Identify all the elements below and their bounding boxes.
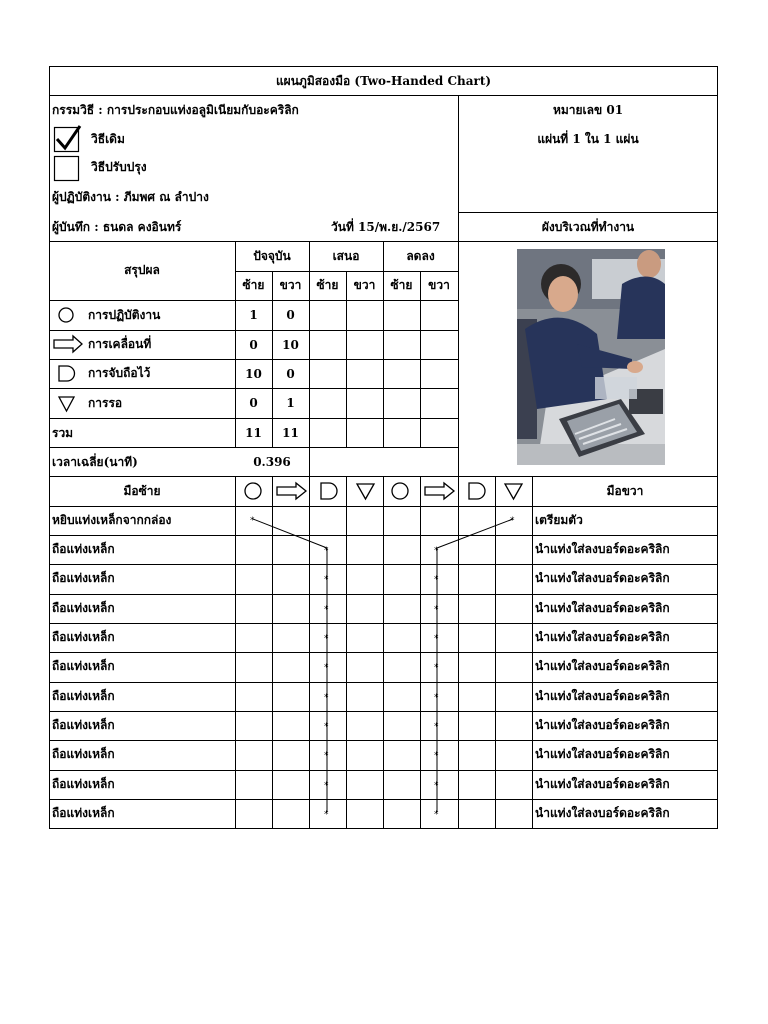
summary-row-label: การจับถือไว้: [88, 366, 151, 380]
method-new-checkbox[interactable]: [55, 157, 79, 181]
summary-label: สรุปผล: [124, 263, 160, 277]
group-current: ปัจจุบัน: [253, 249, 291, 263]
right-hand-step: นำแท่งใส่ลงบอร์ดอะคริลิก: [535, 571, 670, 585]
right-flow-mark: *: [434, 605, 439, 615]
left-hand-step: ถือแท่งเหล็ก: [52, 777, 115, 791]
left-transport-arrow-icon: [277, 483, 306, 499]
left-hand-flow-line: [253, 519, 327, 812]
left-flow-mark: *: [324, 575, 329, 585]
current-left-head: ซ้าย: [242, 278, 265, 292]
left-hand-step: ถือแท่งเหล็ก: [52, 601, 115, 615]
right-hand-step: นำแท่งใส่ลงบอร์ดอะคริลิก: [535, 689, 670, 703]
proposed-right-head: ขวา: [353, 278, 376, 292]
right-hand-header: มือขวา: [606, 484, 644, 498]
method-old-label: วิธีเดิม: [91, 132, 125, 146]
workplace-photo: [517, 249, 665, 465]
summary-cell: 10: [245, 367, 262, 381]
avg-time-value: 0.396: [253, 455, 291, 469]
chart-number: หมายเลข 01: [552, 103, 624, 117]
right-flow-mark: *: [434, 722, 439, 732]
right-hand-step: นำแท่งใส่ลงบอร์ดอะคริลิก: [535, 777, 670, 791]
right-flow-mark: *: [434, 810, 439, 820]
total-right: 11: [282, 426, 299, 440]
transport-arrow-icon: [54, 336, 82, 352]
method-new-label: วิธีปรับปรุง: [91, 160, 147, 174]
left-hand-step: ถือแท่งเหล็ก: [52, 542, 115, 556]
workplace-label: ผังบริเวณที่ทำงาน: [541, 220, 635, 234]
right-hold-d-icon: [469, 483, 485, 499]
summary-cell: 0: [286, 308, 295, 322]
left-hand-step: ถือแท่งเหล็ก: [52, 747, 115, 761]
right-hand-step: นำแท่งใส่ลงบอร์ดอะคริลิก: [535, 747, 670, 761]
summary-cell: 1: [286, 396, 295, 410]
left-flow-mark: *: [324, 781, 329, 791]
reduced-right-head: ขวา: [428, 278, 450, 292]
group-proposed: เสนอ: [332, 249, 360, 263]
left-flow-mark: *: [324, 722, 329, 732]
hold-d-icon: [59, 366, 75, 381]
summary-cell: 1: [249, 308, 258, 322]
left-flow-mark: *: [324, 605, 329, 615]
group-reduced: ลดลง: [406, 249, 435, 263]
summary-cell: 0: [249, 396, 258, 410]
right-flow-mark: *: [434, 575, 439, 585]
left-hand-step: ถือแท่งเหล็ก: [52, 718, 115, 732]
left-hand-step: ถือแท่งเหล็ก: [52, 630, 115, 644]
left-flow-mark: *: [324, 810, 329, 820]
left-hold-d-icon: [321, 483, 337, 499]
left-flow-mark: *: [324, 634, 329, 644]
right-hand-step: นำแท่งใส่ลงบอร์ดอะคริลิก: [535, 542, 670, 556]
left-flow-mark: *: [324, 546, 329, 556]
left-hand-step: หยิบแท่งเหล็กจากกล่อง: [52, 513, 172, 527]
summary-cell: 0: [249, 338, 258, 352]
summary-row-label: การเคลื่อนที่: [88, 337, 152, 351]
right-hand-step: นำแท่งใส่ลงบอร์ดอะคริลิก: [535, 718, 670, 732]
left-flow-mark: *: [324, 663, 329, 673]
current-right-head: ขวา: [279, 278, 302, 292]
summary-cell: 10: [282, 338, 299, 352]
right-flow-mark: *: [434, 751, 439, 761]
svg-text:*: *: [510, 516, 515, 526]
right-hand-step: นำแท่งใส่ลงบอร์ดอะคริลิก: [535, 806, 670, 820]
right-flow-mark: *: [434, 546, 439, 556]
left-flow-mark: *: [324, 751, 329, 761]
operation-circle-icon: [59, 308, 73, 322]
total-label: รวม: [52, 426, 74, 440]
right-hand-step: นำแท่งใส่ลงบอร์ดอะคริลิก: [535, 630, 670, 644]
recorder-label: ผู้บันทึก : ธนดล คงอินทร์: [52, 220, 182, 234]
left-hand-step: ถือแท่งเหล็ก: [52, 806, 115, 820]
summary-row-label: การรอ: [88, 396, 123, 410]
right-wait-triangle-icon: [505, 484, 522, 499]
right-flow-mark: *: [434, 693, 439, 703]
left-hand-step: ถือแท่งเหล็ก: [52, 571, 115, 585]
operator-label: ผู้ปฏิบัติงาน : ภีมพศ ณ ลำปาง: [52, 190, 209, 204]
right-flow-mark: *: [434, 634, 439, 644]
method-old-checkbox[interactable]: [55, 126, 81, 152]
left-hand-step: ถือแท่งเหล็ก: [52, 689, 115, 703]
right-hand-step: นำแท่งใส่ลงบอร์ดอะคริลิก: [535, 659, 670, 673]
right-transport-arrow-icon: [425, 483, 454, 499]
reduced-left-head: ซ้าย: [390, 278, 413, 292]
total-left: 11: [245, 426, 262, 440]
date-label: วันที่ 15/พ.ย./2567: [331, 220, 441, 234]
left-flow-mark: *: [324, 693, 329, 703]
left-hand-step: ถือแท่งเหล็ก: [52, 659, 115, 673]
right-flow-mark: *: [434, 781, 439, 791]
wait-triangle-icon: [59, 397, 74, 411]
summary-cell: 0: [286, 367, 295, 381]
svg-text:*: *: [250, 516, 255, 526]
left-hand-header: มือซ้าย: [123, 484, 161, 498]
activity-label: กรรมวิธี : การประกอบแท่งอลูมิเนียมกับอะคริลิก: [52, 103, 299, 117]
right-hand-step: นำแท่งใส่ลงบอร์ดอะคริลิก: [535, 601, 670, 615]
right-hand-step: เตรียมตัว: [535, 513, 583, 527]
avg-time-label: เวลาเฉลี่ย(นาที): [52, 455, 138, 469]
right-operation-circle-icon: [392, 483, 408, 499]
right-hand-flow-line: [437, 519, 513, 812]
summary-row-label: การปฏิบัติงาน: [88, 308, 161, 322]
page-title: แผนภูมิสองมือ (Two-Handed Chart): [275, 74, 492, 88]
proposed-left-head: ซ้าย: [316, 278, 339, 292]
left-operation-circle-icon: [245, 483, 261, 499]
left-wait-triangle-icon: [357, 484, 374, 499]
sheet-number: แผ่นที่ 1 ใน 1 แผ่น: [537, 132, 639, 146]
right-flow-mark: *: [434, 663, 439, 673]
